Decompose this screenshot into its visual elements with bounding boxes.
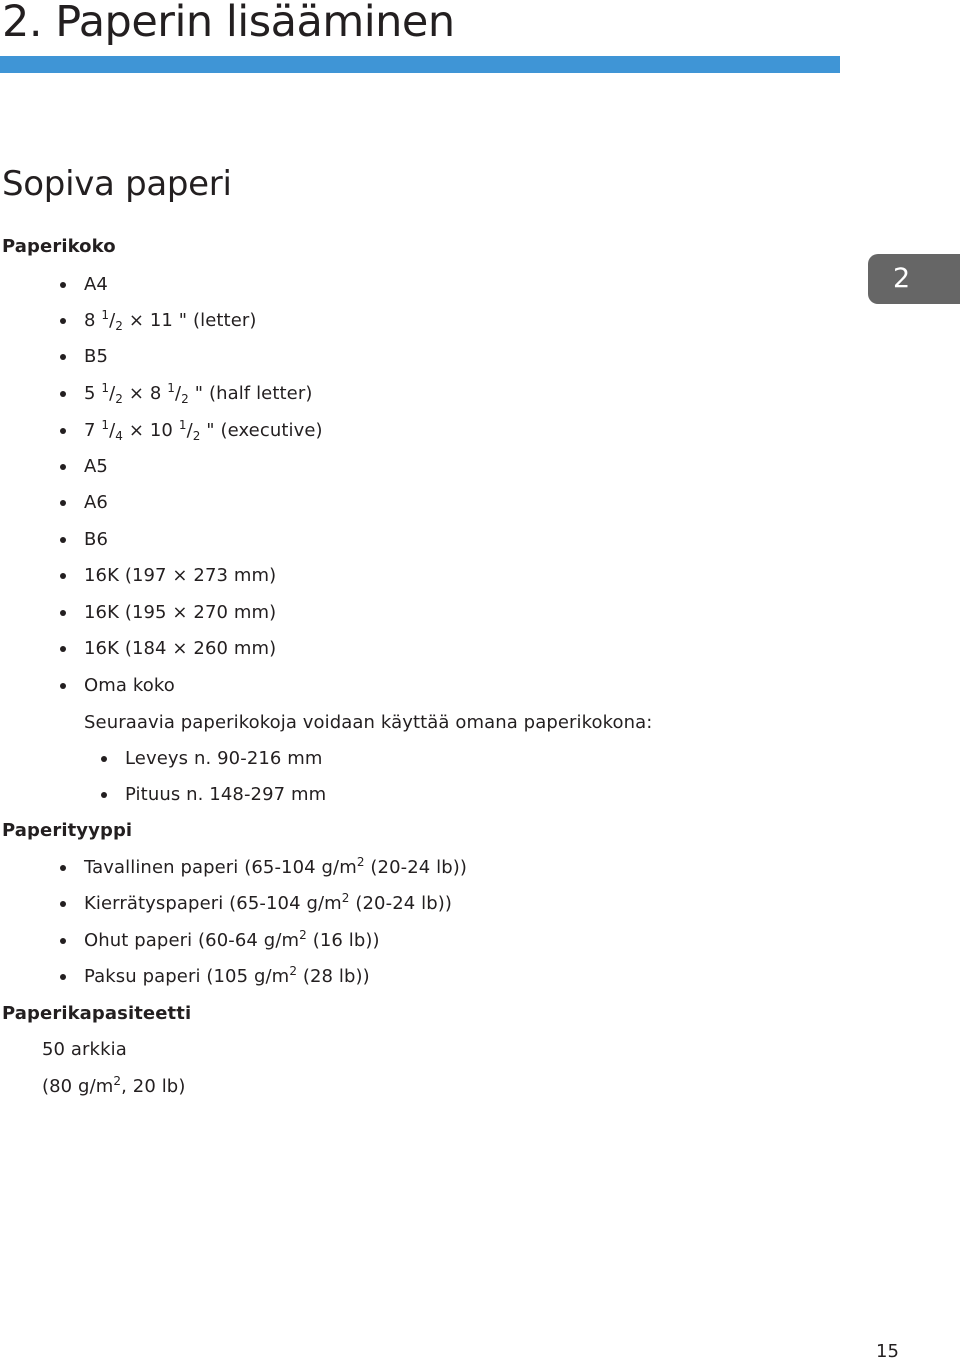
paper-type-heading: Paperityyppi	[2, 820, 133, 841]
list-item: 7 $^1/_4 \times 10$ $^1/_2$ " (executive)	[84, 418, 323, 443]
paper-capacity-heading: Paperikapasiteetti	[2, 1003, 192, 1024]
capacity-weight: (80 $g/m^2$, 20 lb)	[42, 1074, 186, 1097]
list-item: Oma koko	[84, 675, 175, 696]
chapter-tab: 2	[868, 254, 960, 304]
list-item: 16K (184 × 260 mm)	[84, 638, 277, 659]
list-item: Paksu paperi (105 $g/m^2$ (28 lb))	[84, 964, 370, 987]
list-item: A5	[84, 456, 108, 477]
list-item: 16K (195 × 270 mm)	[84, 602, 277, 623]
sub-list-item: Pituus n. 148-297 mm	[125, 784, 327, 805]
sub-list-item: Leveys n. 90-216 mm	[125, 748, 323, 769]
chapter-title: 2. Paperin lisääminen	[2, 0, 455, 47]
capacity-value: 50 arkkia	[42, 1039, 127, 1060]
list-item: A6	[84, 492, 108, 513]
list-item: Tavallinen paperi (65-104 $g/m^2$ (20-24 lb))	[84, 855, 468, 878]
list-item: 5 $^1/_2 \times 8$ $^1/_2$ " (half letter)	[84, 381, 313, 406]
custom-size-note: Seuraavia paperikokoja voidaan käyttää omana paperikokona:	[84, 712, 653, 733]
list-item: B6	[84, 529, 109, 550]
paper-size-heading: Paperikoko	[2, 236, 116, 257]
list-item: 16K (197 × 273 mm)	[84, 565, 277, 586]
page-number: 15	[876, 1341, 899, 1362]
list-item: 8 $^1/_2 \times 11$ " (letter)	[84, 308, 257, 333]
list-item: Kierrätyspaperi (65-104 $g/m^2$ (20-24 lb))	[84, 891, 452, 914]
list-item: B5	[84, 346, 109, 367]
list-item: A4	[84, 274, 108, 295]
chapter-accent-bar	[0, 56, 840, 73]
list-item: Ohut paperi (60-64 $g/m^2$ (16 lb))	[84, 928, 380, 951]
section-title: Sopiva paperi	[2, 164, 232, 204]
